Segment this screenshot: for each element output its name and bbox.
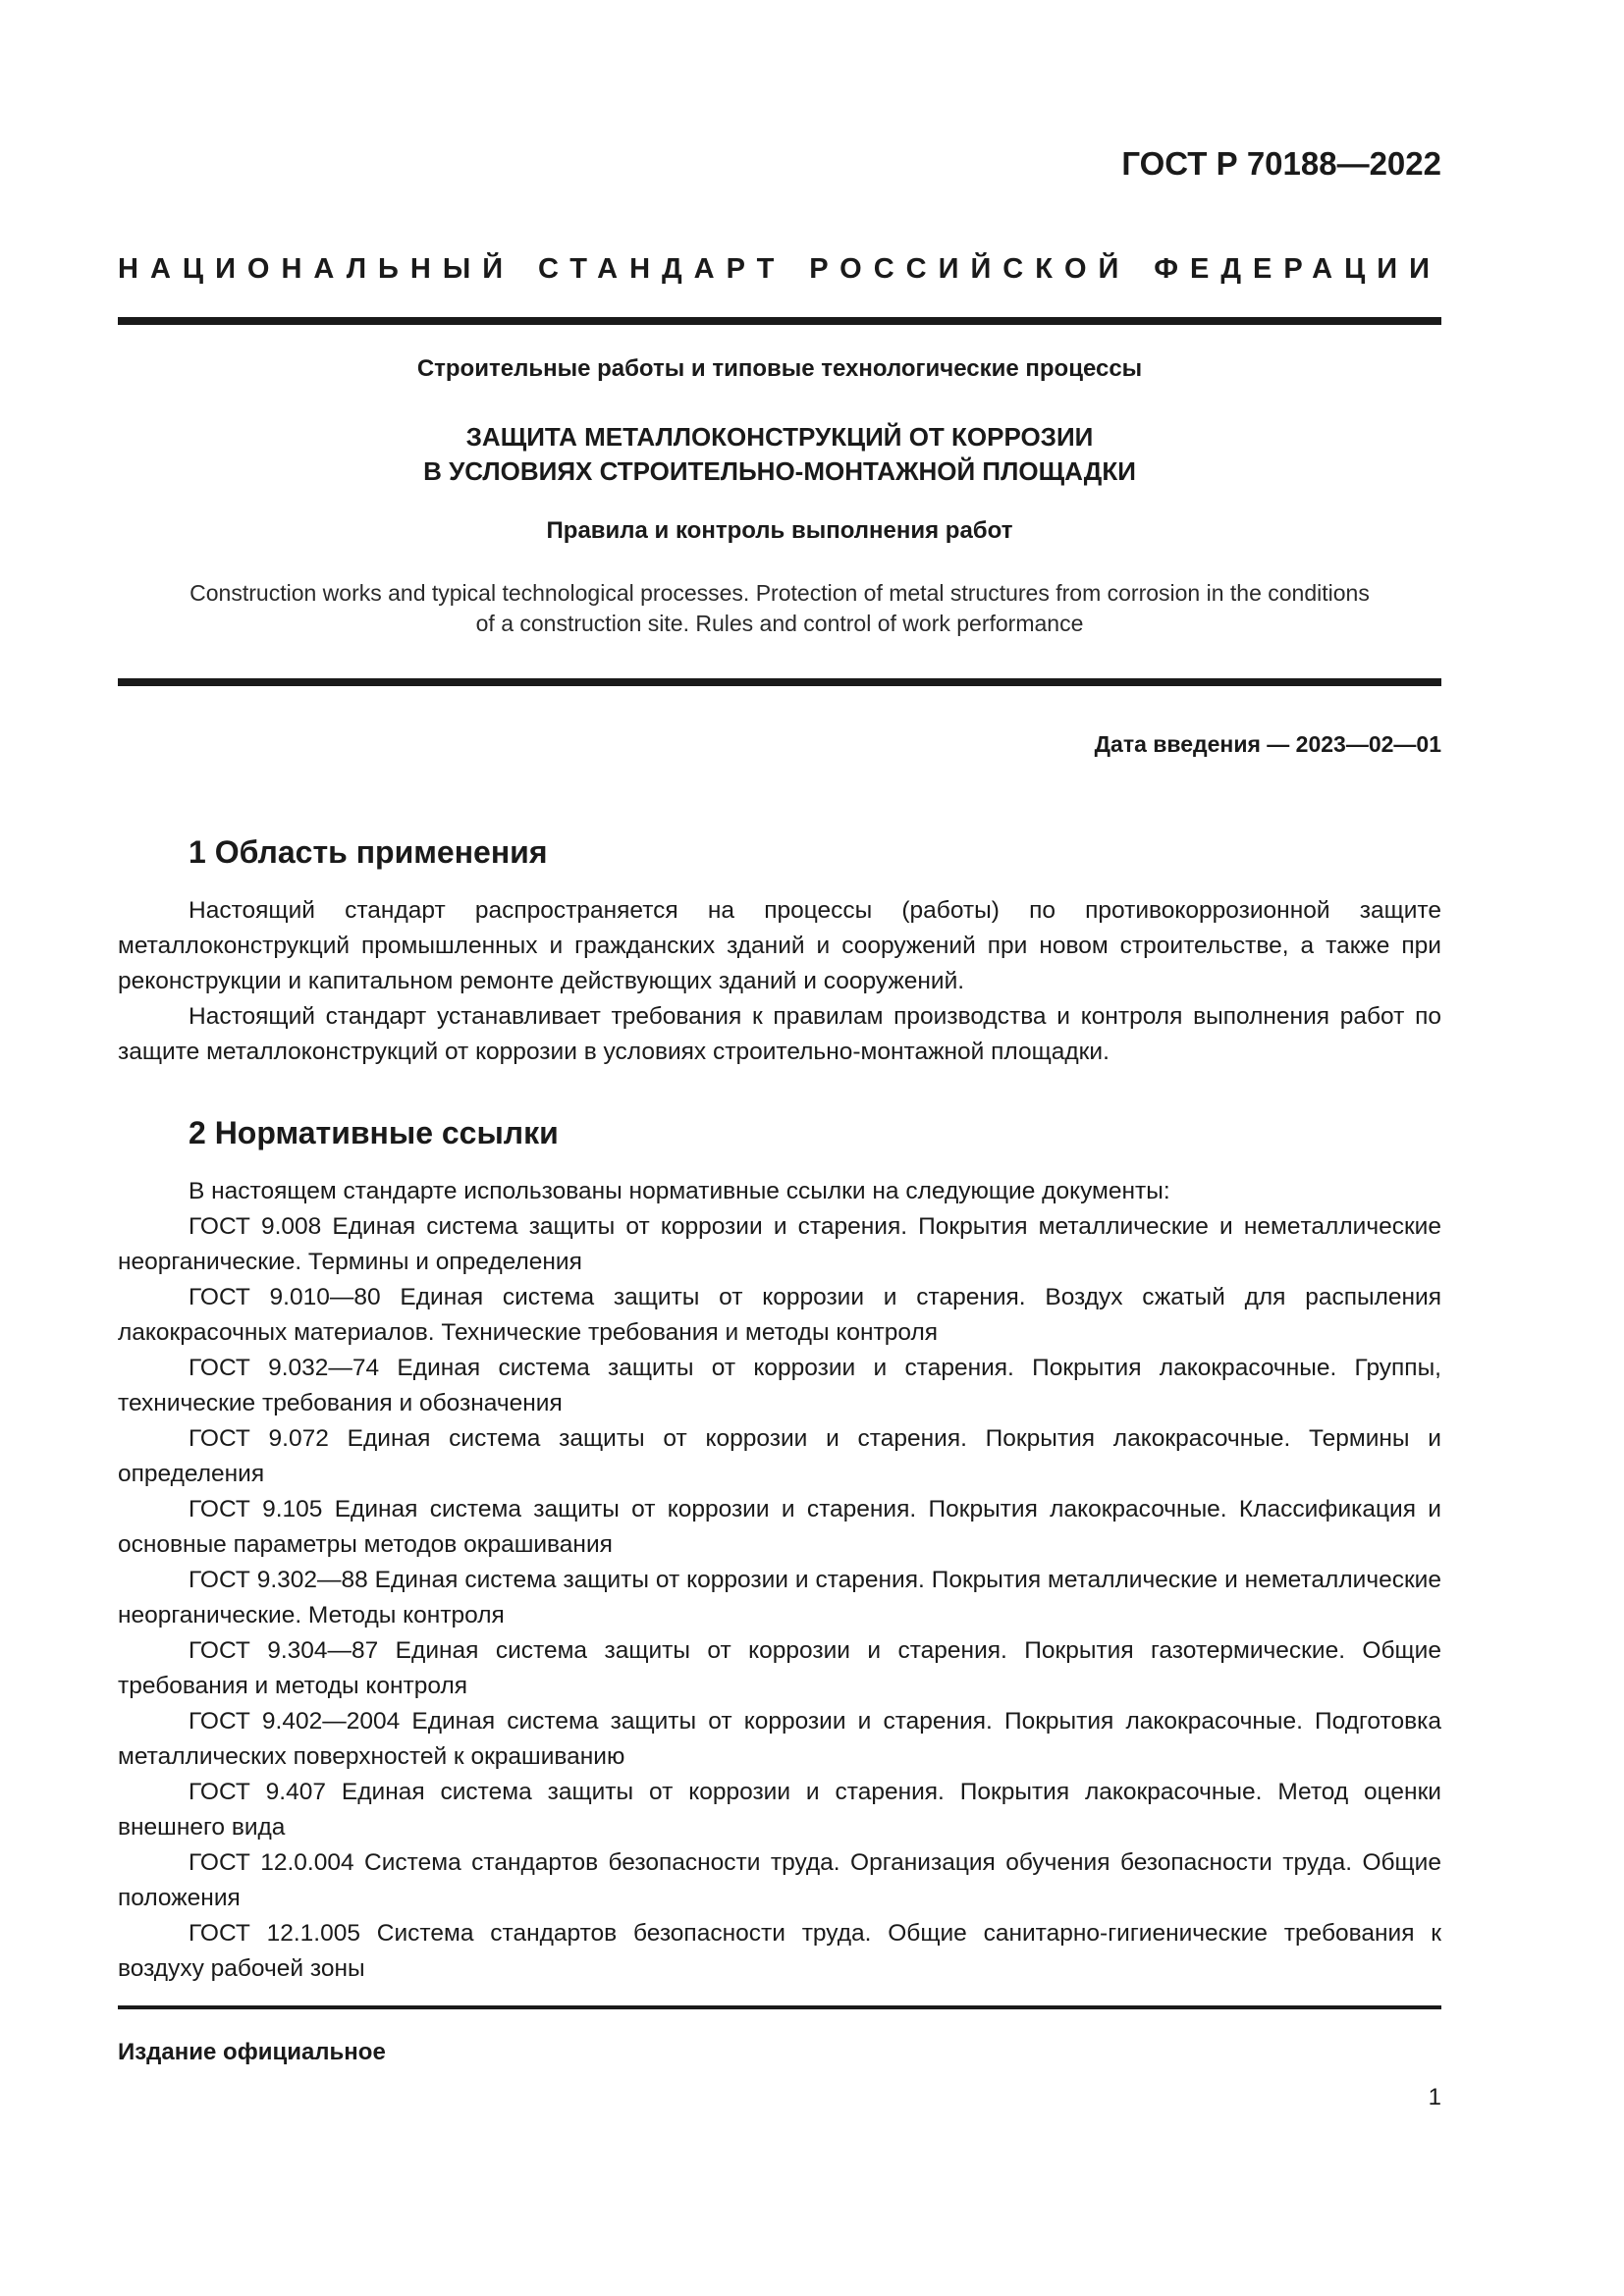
national-standard-label: НАЦИОНАЛЬНЫЙ СТАНДАРТ РОССИЙСКОЙ ФЕДЕРАЦИИ	[118, 253, 1441, 285]
section-1-paragraph: Настоящий стандарт устанавливает требования к правилам производства и контроля выполнения работ по защите металлоконструкций от коррозии в условиях строительно-монтажной площадки.	[118, 1003, 1441, 1065]
reference-item: ГОСТ 12.0.004 Система стандартов безопасности труда. Организация обучения безопасности труда. Общие положения	[118, 1849, 1441, 1911]
main-title-line-2: В УСЛОВИЯХ СТРОИТЕЛЬНО-МОНТАЖНОЙ ПЛОЩАДКИ	[423, 456, 1136, 486]
reference-item: ГОСТ 9.402—2004 Единая система защиты от коррозии и старения. Покрытия лакокрасочные. Подготовка металлических поверхностей к окрашиванию	[118, 1708, 1441, 1770]
series-title: Строительные работы и типовые технологические процессы	[416, 355, 1143, 382]
section-1-body	[118, 893, 1441, 1070]
page-number: 1	[1428, 2084, 1441, 2110]
reference-item: ГОСТ 9.304—87 Единая система защиты от коррозии и старения. Покрытия газотермические. Общие требования и методы контроля	[118, 1637, 1441, 1699]
section-1-paragraph: Настоящий стандарт распространяется на процессы (работы) по противокоррозионной защите металлоконструкций промышленных и гражданских зданий и сооружений при новом строительстве, а также при реконструкции и капитальном ремонте действующих зданий и сооружений.	[118, 897, 1441, 994]
english-title-line-2: of a construction site. Rules and control of work performance	[475, 611, 1084, 636]
reference-item: ГОСТ 9.072 Единая система защиты от коррозии и старения. Покрытия лакокрасочные. Термины и определения	[118, 1425, 1441, 1487]
title-divider	[118, 678, 1441, 686]
introduction-date: Дата введения — 2023—02—01	[1094, 731, 1441, 757]
official-edition-label: Издание официальное	[118, 2039, 386, 2065]
english-title	[118, 578, 1441, 639]
reference-item: ГОСТ 9.032—74 Единая система защиты от коррозии и старения. Покрытия лакокрасочные. Группы, технические требования и обозначения	[118, 1355, 1441, 1416]
section-2-body	[118, 1174, 1441, 1987]
top-divider	[118, 317, 1441, 325]
standard-number: ГОСТ Р 70188—2022	[1121, 145, 1441, 182]
section-1-heading: 1 Область применения	[189, 834, 548, 870]
reference-item: ГОСТ 9.105 Единая система защиты от коррозии и старения. Покрытия лакокрасочные. Классификация и основные параметры методов окрашивания	[118, 1496, 1441, 1558]
main-title	[118, 420, 1441, 489]
reference-item: ГОСТ 9.010—80 Единая система защиты от коррозии и старения. Воздух сжатый для распыления лакокрасочных материалов. Технические требования и методы контроля	[118, 1284, 1441, 1346]
footer-divider	[118, 2005, 1441, 2009]
main-title-line-1: ЗАЩИТА МЕТАЛЛОКОНСТРУКЦИЙ ОТ КОРРОЗИИ	[465, 422, 1094, 452]
section-2-heading: 2 Нормативные ссылки	[189, 1115, 559, 1150]
subtitle: Правила и контроль выполнения работ	[546, 517, 1013, 544]
reference-item: ГОСТ 12.1.005 Система стандартов безопасности труда. Общие санитарно-гигиенические требования к воздуху рабочей зоны	[118, 1920, 1441, 1982]
reference-item: ГОСТ 9.008 Единая система защиты от коррозии и старения. Покрытия металлические и немeталлические неорганические. Термины и определения	[118, 1213, 1441, 1275]
reference-item: ГОСТ 9.302—88 Единая система защиты от коррозии и старения. Покрытия металлические и неметаллические неорганические. Методы контроля	[118, 1567, 1441, 1629]
english-title-line-1: Construction works and typical technological processes. Protection of metal structures from corrosion in the conditions	[189, 580, 1370, 606]
reference-item: ГОСТ 9.407 Единая система защиты от коррозии и старения. Покрытия лакокрасочные. Метод оценки внешнего вида	[118, 1779, 1441, 1841]
section-2-intro: В настоящем стандарте использованы нормативные ссылки на следующие документы:	[189, 1178, 1170, 1204]
